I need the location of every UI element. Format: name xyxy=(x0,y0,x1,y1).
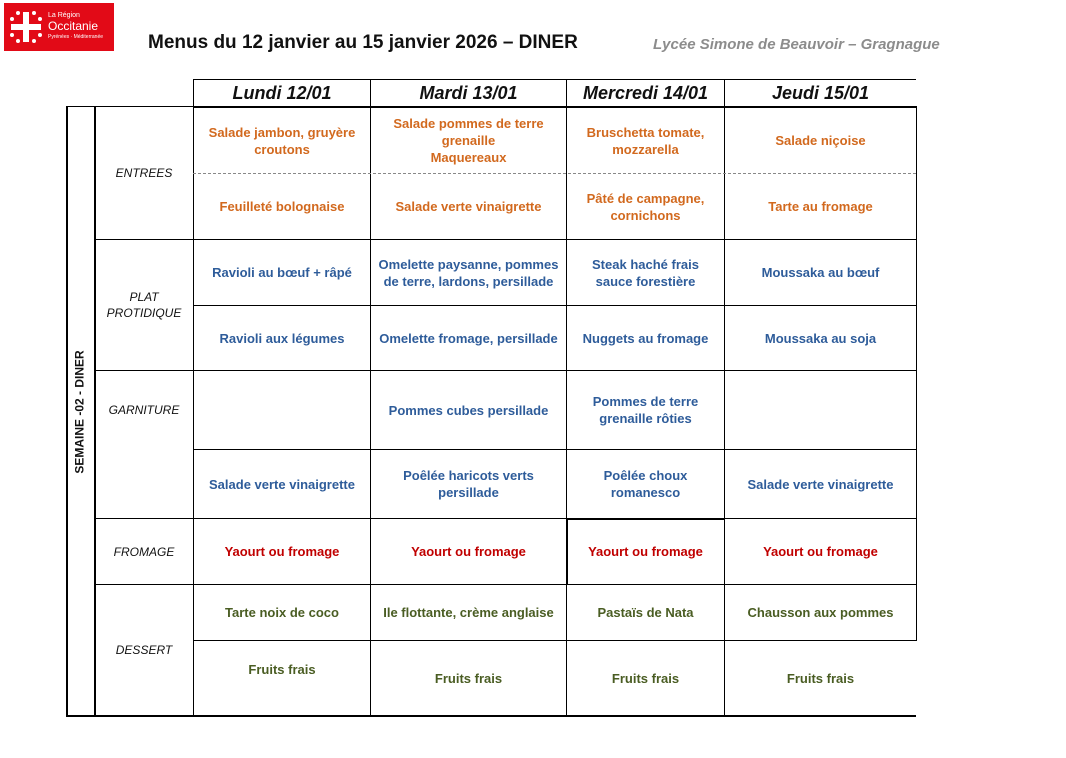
menu-cell: Bruschetta tomate, mozzarella xyxy=(586,124,705,157)
category-plat: PLAT PROTIDIQUE xyxy=(106,290,182,320)
menu-cell xyxy=(371,108,566,173)
menu-cell-line: Maquereaux xyxy=(430,150,507,165)
menu-cell: Chausson aux pommes xyxy=(747,605,894,620)
menu-cell: Pâté de campagne, cornichons xyxy=(586,190,705,223)
occitan-cross-icon xyxy=(8,9,44,45)
menu-cell: Fruits frais xyxy=(786,670,855,686)
week-label-text: SEMAINE -02 - DINER xyxy=(73,349,88,474)
menu-cell xyxy=(725,371,916,449)
menu-cell: Fruits frais xyxy=(434,670,503,686)
menu-cell: Poêlée haricots verts persillade xyxy=(403,468,534,500)
menu-cell: Fruits frais xyxy=(611,670,680,686)
day-header-monday: Lundi 12/01 xyxy=(232,82,332,103)
menu-cell: Ravioli au bœuf + râpé xyxy=(212,265,352,280)
menu-cell: Yaourt ou fromage xyxy=(588,544,703,559)
day-header-wednesday: Mercredi 14/01 xyxy=(582,82,709,103)
menu-cell: Steak haché frais sauce forestière xyxy=(592,256,699,289)
menu-cell: Salade verte vinaigrette xyxy=(209,476,355,492)
menu-cell xyxy=(194,371,370,449)
logo-line-3: Pyrénées · Méditerranée xyxy=(48,34,104,40)
menu-cell: Ravioli aux légumes xyxy=(219,330,345,346)
day-header-thursday: Jeudi 15/01 xyxy=(771,82,870,103)
menu-cell: Ile flottante, crème anglaise xyxy=(383,605,554,620)
menu-cell: Omelette paysanne, pommes de terre, lardons, persillade xyxy=(378,256,559,289)
week-label xyxy=(66,107,94,716)
school-name: Lycée Simone de Beauvoir – Gragnague xyxy=(653,36,940,53)
menu-cell: Moussaka au soja xyxy=(764,330,877,346)
page-title: Menus du 12 janvier au 15 janvier 2026 – DINER xyxy=(148,32,578,53)
menu-cell: Fruits frais xyxy=(248,661,316,677)
region-logo xyxy=(4,3,114,51)
menu-cell: Tarte noix de coco xyxy=(225,605,339,620)
menu-cell: Omelette fromage, persillade xyxy=(379,330,558,346)
menu-cell: Salade verte vinaigrette xyxy=(747,476,894,492)
menu-cell: Yaourt ou fromage xyxy=(224,544,340,559)
category-fromage: FROMAGE xyxy=(113,544,175,559)
day-header-tuesday: Mardi 13/01 xyxy=(419,82,518,103)
menu-cell: Tarte au fromage xyxy=(768,199,873,214)
menu-cell: Nuggets au fromage xyxy=(582,330,709,346)
category-entrees: ENTREES xyxy=(115,166,173,180)
category-dessert: DESSERT xyxy=(115,643,173,657)
menu-cell: Salade jambon, gruyère croutons xyxy=(208,124,356,157)
menu-cell: Poêlée choux romanesco xyxy=(603,468,688,500)
menu-cell: Salade verte vinaigrette xyxy=(395,199,542,214)
menu-cell: Yaourt ou fromage xyxy=(763,544,878,559)
menu-cell: Moussaka au bœuf xyxy=(761,265,880,280)
category-garniture: GARNITURE xyxy=(108,403,180,417)
menu-cell: Salade niçoise xyxy=(775,133,866,148)
menu-cell: Pommes de terre grenaille rôties xyxy=(592,394,699,426)
menu-cell: Yaourt ou fromage xyxy=(411,544,526,559)
menu-cell-line: Salade pommes de terre grenaille xyxy=(393,116,544,148)
menu-cell: Feuilleté bolognaise xyxy=(219,199,345,214)
menu-cell: Pommes cubes persillade xyxy=(388,402,549,418)
menu-cell: Pastaïs de Nata xyxy=(597,605,694,620)
logo-line-2: Occitanie xyxy=(48,19,99,33)
logo-line-1: La Région xyxy=(48,12,80,19)
